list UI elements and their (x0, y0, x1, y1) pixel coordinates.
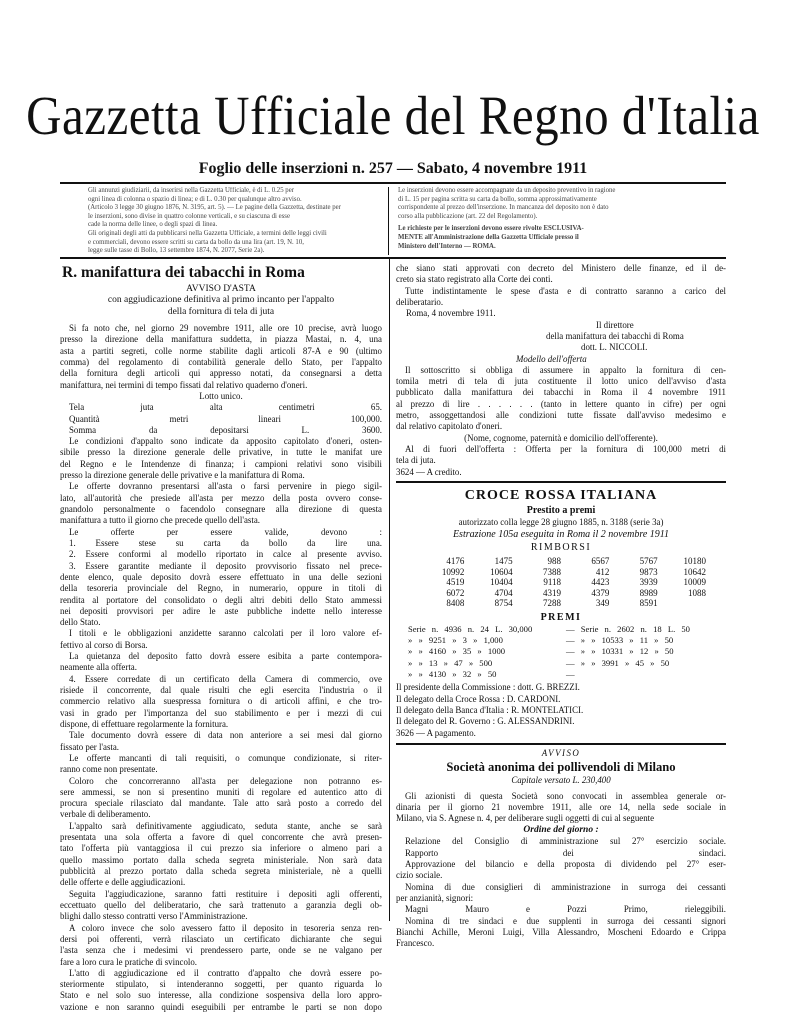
text-line: La quietanza del deposito fatto dovrà essere esibita a parte contempora- (69, 651, 382, 662)
text-line: Relazione del Consiglio di amministrazione sul 27° esercizio sociale. (405, 836, 726, 847)
text-line: creto sia stato registrato alla Corte dei conti. (396, 274, 553, 285)
tabacchi-title: R. manifattura dei tabacchi in Roma (62, 264, 305, 281)
text-line: Tutte indistintamente le spese d'asta e di contratto saranno a carico del (405, 285, 726, 296)
text-line: 1. Essere stese su carta da bollo da lire una. (69, 537, 382, 548)
notice-right (398, 187, 718, 251)
date-line: Roma, 4 novembre 1911. (406, 308, 496, 319)
signature-name: dott. L. NICCOLI. (581, 342, 648, 353)
right-column (396, 263, 726, 950)
text-line: al prezzo di lire . . . . . . (tanto in lettere quanto in cifre) per ogni (396, 398, 726, 409)
text-line: l'asta senza che i medesimi vi prendessero parte, onde se ne valgano per (60, 945, 382, 956)
text-line: fettivo al corso di Borsa. (60, 639, 148, 650)
text-line: blighi dallo stesso contratti verso l'Amministrazione. (60, 911, 248, 922)
masthead-title: Gazzetta Ufficiale del Regno d'Italia (26, 84, 760, 147)
text-line: Quantità metri lineari 100,000. (69, 413, 382, 424)
notice-line: Le richieste per le inserzioni devono essere rivolte ESCLUSIVA- (398, 225, 584, 233)
text-line: pubblicato dalla manifattura dei tabacchi in Roma il 4 novembre 1911 (396, 387, 726, 398)
text-line: tela di juta. (396, 455, 436, 466)
premi-cell: — » » 10331 » 12 » 50 (566, 646, 674, 657)
text-line: presso la direzione generale delle privative e la manifattura di Roma. (60, 470, 305, 481)
official-line: Il delegato della Banca d'Italia : R. MONTELATICI. (396, 704, 584, 715)
official-line: Il delegato della Croce Rossa : D. CARDONI. (396, 693, 561, 704)
text-line: dersi poi offerenti, verrà rilasciato un certificato dichiarante che segui (60, 933, 382, 944)
text-line: (Nome, cognome, paternità e domicilio dell'offerente). (464, 432, 658, 443)
text-line: steriormente stipulato, si intenderanno soggetti, per quanto riguarda lo (60, 979, 382, 990)
ordine-heading: Ordine del giorno : (523, 825, 599, 836)
ordine-body (396, 836, 726, 949)
text-line: dente elenco, quale deposito dovrà essere effettuato in una delle sezioni (60, 571, 382, 582)
text-line: dello Stato. (60, 617, 101, 628)
capitale-line: Capitale versato L. 230,400 (511, 775, 611, 786)
text-line: dal relativo capitolato d'oneri. (396, 421, 503, 432)
rule-below-notice (60, 257, 726, 259)
rimborsi-cell: 412 (595, 566, 610, 577)
rimborsi-heading: RIMBORSI (530, 542, 592, 554)
notice-line: legge sulle tasse di Bollo, 13 settembre 1874, N. 2077, Serie 2a). (88, 247, 265, 255)
text-line: L'appalto sarà definitivamente aggiudicato, seduta stante, anche se sarà (69, 820, 382, 831)
text-line: manifattura, nei termini di tempo fissati dal relativo quaderno d'oneri. (60, 379, 308, 390)
text-line: vasi in grado per l'importanza del suo stabilimento e per i mezzi di cui (60, 707, 382, 718)
offer-model-body (396, 365, 726, 478)
text-line: verbale di deliberamento. (60, 809, 151, 820)
premi-cell: » » 4160 » 35 » 1000 (408, 646, 506, 657)
text-line: neamente alla offerta. (60, 662, 137, 673)
rimborsi-cell: 10404 (490, 577, 513, 588)
text-line: Le offerte mancanti di tali requisiti, o comunque condizionate, si riter- (69, 752, 382, 763)
text-line: comma) del regolamento di contabilità generale dello Stato, per l'appalto (60, 356, 382, 367)
text-line: quello massimo portato dalla scheda segreta ministeriale. Non sarà data (60, 854, 382, 865)
rimborsi-cell: 10992 (441, 566, 465, 577)
asta-subtitle-2: della fornitura di tela di juta (167, 307, 275, 317)
pollivendoli-body (396, 791, 726, 825)
text-line: Al di fuori dell'offerta : Offerta per la fornitura di 100,000 metri di (405, 444, 726, 454)
rimborsi-cell: 8591 (639, 598, 658, 609)
text-line: Le offerte dovranno presentarsi all'asta o farsi pervenire in piego sigil- (69, 481, 382, 492)
officials-list (396, 682, 726, 739)
avviso-heading: AVVISO (541, 747, 581, 758)
text-line: sere ammessi, se non si presentino muniti di regolare ed autentico atto di (60, 786, 382, 797)
pollivendoli-title: Società anonima dei pollivendoli di Milano (446, 760, 676, 775)
premi-row (408, 669, 726, 680)
notice-line: Ministero dell'Interno — ROMA. (398, 242, 496, 250)
rimborsi-cell: 5767 (639, 556, 658, 567)
premi-cell: — » » 3991 » 45 » 50 (566, 657, 670, 668)
tabacchi-continuation (396, 263, 726, 308)
rule-croce-top (396, 481, 726, 483)
issue-subheading: Foglio delle inserzioni n. 257 — Sabato, 4 novembre 1911 (198, 160, 588, 177)
text-line: fissato per l'asta. (60, 741, 120, 752)
notice-line: e commerciali, devono essere scritti su carta da bollo da una lira (art. 19, N. 10, (88, 238, 304, 246)
notice-line: corso alla pubblicazione (art. 22 del Regolamento). (398, 212, 538, 220)
text-line: Tale documento dovrà essere di data non anteriore a sei mesi dal giorno (69, 730, 382, 741)
text-line: Il sottoscritto si obbliga di assumere in appalto la fornitura di cen- (405, 364, 726, 375)
text-line: sibile presso la direzione generale delle privative, in tutte le manifat ure (60, 447, 382, 458)
text-line: del Regno e le Intendenze di finanza; i campioni relativi sono visibili (60, 458, 382, 469)
rimborsi-cell: 9118 (543, 577, 561, 588)
signature-title: Il direttore (596, 319, 634, 330)
autorizzato-line: autorizzato colla legge 28 giugno 1885, n. 3188 (serie 3a) (458, 516, 664, 527)
text-line: Milano, via S. Agnese n. 4, per deliberare sugli oggetti di cui al seguente (396, 813, 655, 824)
text-line: asta a partiti segreti, colle norme stabilite dagli articoli 87-A e 90 (ultimo (60, 345, 382, 356)
premi-row (408, 646, 726, 657)
rimborsi-cell: 1475 (494, 556, 513, 567)
text-line: per anzianità, signori: (396, 893, 474, 903)
text-line: Nomina di tre sindaci e due supplenti in surroga dei cessanti signori (405, 915, 726, 926)
rimborsi-cell: 3939 (639, 577, 658, 588)
text-line: I titoli e le obbligazioni anzidette saranno calcolati per il loro valore ef- (69, 628, 382, 639)
rimborsi-cell: 4319 (542, 587, 561, 598)
rimborsi-cell: 10180 (683, 556, 706, 567)
rimborsi-row (416, 588, 706, 599)
rimborsi-cell: 4423 (591, 577, 610, 588)
rimborsi-cell: 988 (547, 556, 561, 567)
offer-model-title: Modello dell'offerta (516, 353, 587, 364)
notice-line: di L. 15 per pagina scritta su carta da bollo, somma approssimativamente (398, 195, 597, 203)
text-line: Francesco. (396, 938, 435, 949)
notice-line: ogni linea di colonna o spazio di linea; e di L. 0.30 per qualunque altro avviso. (88, 195, 302, 203)
text-line: Magni Mauro e Pozzi Primo, rieleggibili. (405, 904, 726, 915)
text-line: cizio sociale. (396, 870, 443, 881)
rimborsi-cell: 1088 (688, 587, 706, 598)
text-line: ranno come non presentate. (60, 764, 158, 775)
rimborsi-row (416, 598, 706, 609)
rimborsi-cell: 10009 (683, 577, 706, 588)
rimborsi-cell: 8754 (494, 598, 513, 609)
text-line: Approvazione del bilancio e della proposta di dividendo pel 27° eser- (405, 859, 726, 870)
text-line: 3. Essere garantite mediante il deposito provvisorio fissato nel prece- (69, 560, 382, 571)
rimborsi-cell: 349 (595, 598, 610, 609)
notice-divider (388, 187, 389, 255)
text-line: Seguita l'aggiudicazione, saranno fatti restituire i depositi agli offerenti, (69, 888, 382, 899)
premi-cell: Serie n. 4936 n. 24 L. 30,000 (408, 623, 533, 634)
text-line: presentata una sola offerta a favore di quel concorrente che avrà presen- (60, 832, 382, 843)
rimborsi-cell: 4379 (591, 587, 610, 598)
text-line: tato l'offerta più vantaggiosa il cui prezzo sia inferiore o almeno pari a (60, 843, 382, 854)
notice-line: Le inserzioni devono essere accompagnate da un deposito preventivo in ragione (398, 187, 616, 194)
text-line: fare a loro cura le pratiche di svincolo. (60, 956, 198, 967)
croce-rossa-title: CROCE ROSSA ITALIANA (464, 487, 658, 503)
rimborsi-cell (658, 598, 706, 609)
rimborsi-cell: 6072 (446, 587, 465, 598)
premi-cell: » » 9251 » 3 » 1,000 (408, 635, 503, 646)
text-line: Nomina di due consiglieri di amministrazione in surroga dei cessanti (405, 881, 726, 892)
text-line: pubblicità al prezzo portato dalla scheda segreta ministeriale, nè a quelli (60, 866, 382, 876)
text-line: 2. Essere conformi al modello riportato in calce al presente avviso. (69, 549, 382, 560)
rimborsi-cell: 7388 (542, 566, 561, 577)
text-line: tomila metri di tela di juta costituente il lotto unico dell'avviso d'asta (396, 376, 726, 387)
premi-row (408, 658, 726, 669)
rimborsi-cell: 10642 (683, 566, 706, 577)
notice-line: MENTE all'Amministrazione della Gazzetta Ufficiale presso il (398, 233, 579, 241)
text-line: presso la direzione della manifattura suddetta, in piazza Mastai, n. 4, una (60, 334, 382, 345)
text-line: Stato e nel solo suo interesse, alla condizione sospensiva della loro appro- (60, 990, 382, 1001)
text-line: eccettuato quello del deliberatario, che sarà trattenuto a garanzia degli ob- (60, 899, 382, 910)
text-line: Lotto unico. (199, 390, 243, 401)
avviso-asta-heading: AVVISO D'ASTA (186, 284, 256, 294)
rule-top (60, 182, 726, 184)
rimborsi-cell: 4704 (494, 587, 513, 598)
premi-cell: — (566, 669, 575, 679)
rimborsi-row (416, 577, 706, 588)
rimborsi-row (416, 556, 706, 567)
text-line: dinaria per il giorno 21 novembre 1911, alle ore 14, nella sede sociale in (396, 801, 726, 812)
notice-line: Gli originali degli atti da pubblicarsi nella Gazzetta Ufficiale, a termini delle leggi civili (88, 229, 327, 237)
column-divider (389, 259, 390, 921)
text-line: della fornitura degli articoli qui appresso notati, da consegnarsi a detta (60, 368, 382, 379)
text-line: commercio relativo alla suespressa fornitura o di articoli affini, e che tro- (60, 696, 382, 707)
text-line: vazione e non saranno quindi eseguibili per entrambe le parti se non dopo (60, 1001, 382, 1012)
text-line: Tela juta alta centimetri 65. (69, 402, 382, 413)
text-line: Gli azionisti di questa Società sono convocati in assemblea generale or- (405, 790, 726, 801)
notice-left (88, 187, 378, 256)
rimborsi-cell: 6567 (591, 556, 610, 567)
text-line: della tesoreria provinciale del Regno, in numerario, oppure in titoli di (60, 583, 382, 594)
asta-subtitle-1: con aggiudicazione definitiva al primo incanto per l'appalto (107, 295, 335, 305)
text-line: rendita al portatore del consolidato o degli altri debiti dello Stato ammessi (60, 594, 382, 605)
notice-line: Gli annunzi giudiziarii, da inserirsi nella Gazzetta Ufficiale, è di L. 0.25 per (88, 187, 294, 194)
rimborsi-cell: 7288 (542, 598, 561, 609)
rimborsi-cell: 10604 (490, 566, 513, 577)
premi-heading: PREMI (540, 611, 582, 623)
text-line: deliberatario. (396, 296, 444, 307)
estrazione-line: Estrazione 105a eseguita in Roma il 2 novembre 1911 (452, 529, 670, 541)
text-line: procura speciale rilasciato dal mandante. Tale atto sarà posto a corredo del (60, 798, 382, 809)
text-line: Coloro che concorreranno all'asta per delegazione non potranno es- (69, 775, 382, 786)
prestito-heading: Prestito a premi (526, 504, 596, 516)
text-line: metro, assoggettandosi alle condizioni tutte fissate dall'avviso medesimo e (396, 410, 726, 421)
rule-polli-top (396, 743, 726, 745)
text-line: 4. Essere corredate di un certificato della Camera di commercio, ove (69, 673, 382, 684)
premi-row (408, 635, 726, 646)
premi-cell: — » » 10533 » 11 » 50 (566, 635, 674, 646)
premi-row (408, 624, 726, 635)
text-line: nei depositi provvisori per adire le aste pubbliche indette nello interesse (60, 605, 382, 616)
text-line: gnandolo personalmente o facendolo consegnare alla direzione di questa (60, 504, 382, 514)
rimborsi-cell: 8989 (639, 587, 658, 598)
text-line: Si fa noto che, nel giorno 29 novembre 1911, alle ore 10 precise, avrà luogo (69, 323, 382, 333)
rimborsi-row (416, 567, 706, 578)
text-line: Le offerte per essere valide, devono : (69, 526, 382, 537)
rimborsi-table (416, 556, 706, 609)
text-line: lato, all'autorità che presiede all'asta per mezzo della posta ovvero conse- (60, 492, 382, 503)
notice-line: cade la norma delle linee, o degli spazi di linea. (88, 221, 218, 229)
signature-org: della manifattura dei tabacchi di Roma (546, 330, 684, 341)
left-column (60, 263, 382, 1013)
text-line: dispone, di effettuare regolarmente la fornitura. (60, 718, 229, 729)
official-line: Il delegato del R. Governo : G. ALESSANDRINI. (396, 716, 575, 727)
text-line: Le condizioni d'appalto sono indicate da apposito capitolato d'oneri, osten- (69, 436, 382, 447)
notice-line: (Articolo 3 legge 30 giugno 1876, N. 3195, art. 5). — Le pagine della Gazzetta, destinate per (88, 204, 341, 212)
rimborsi-cell: 9873 (639, 566, 658, 577)
notice-line: le inserzioni, sono divise in quattro colonne verticali, e su ciascuna di esse (88, 212, 290, 220)
notice-line: corrispondente al prezzo dell'inserzione. In mancanza del deposito non è dato (398, 204, 609, 212)
rimborsi-cell: 4519 (446, 577, 465, 588)
text-line: 3624 — A credito. (396, 466, 462, 477)
text-line: risiede il concorrente, dal quale risulti che egli esercita l'industria o il (60, 685, 382, 695)
rimborsi-cell: 4176 (446, 556, 465, 567)
rimborsi-cell: 8408 (446, 598, 465, 609)
premi-list (408, 624, 726, 681)
text-line: Bianchi Achille, Meroni Luigi, Villa Alessandro, Moscheni Edoardo e Crippa (396, 926, 726, 937)
premi-cell: — Serie n. 2602 n. 18 L. 50 (566, 623, 690, 634)
text-line: A coloro invece che solo avessero fatto il deposito in tesoreria senza ren- (69, 922, 382, 933)
text-line: che siano stati approvati con decreto del Ministero delle finanze, ed il de- (396, 263, 726, 273)
official-line: 3626 — A pagamento. (396, 727, 476, 738)
text-line: Somma da depositarsi L. 3600. (69, 424, 382, 435)
premi-cell: » » 13 » 47 » 500 (408, 657, 493, 668)
tabacchi-body (60, 323, 382, 1013)
text-line: delle offerte e delle aggiudicazioni. (60, 877, 186, 888)
text-line: manifattura a tutto il giorno che precede quello dell'asta. (60, 515, 260, 526)
text-line: Rapporto dei sindaci. (405, 847, 726, 858)
premi-cell: » » 4130 » 32 » 50 (408, 669, 497, 679)
official-line: Il presidente della Commissione : dott. G. BREZZI. (396, 682, 580, 693)
text-line: L'atto di aggiudicazione ed il contratto d'appalto che dovrà essere po- (69, 967, 382, 978)
